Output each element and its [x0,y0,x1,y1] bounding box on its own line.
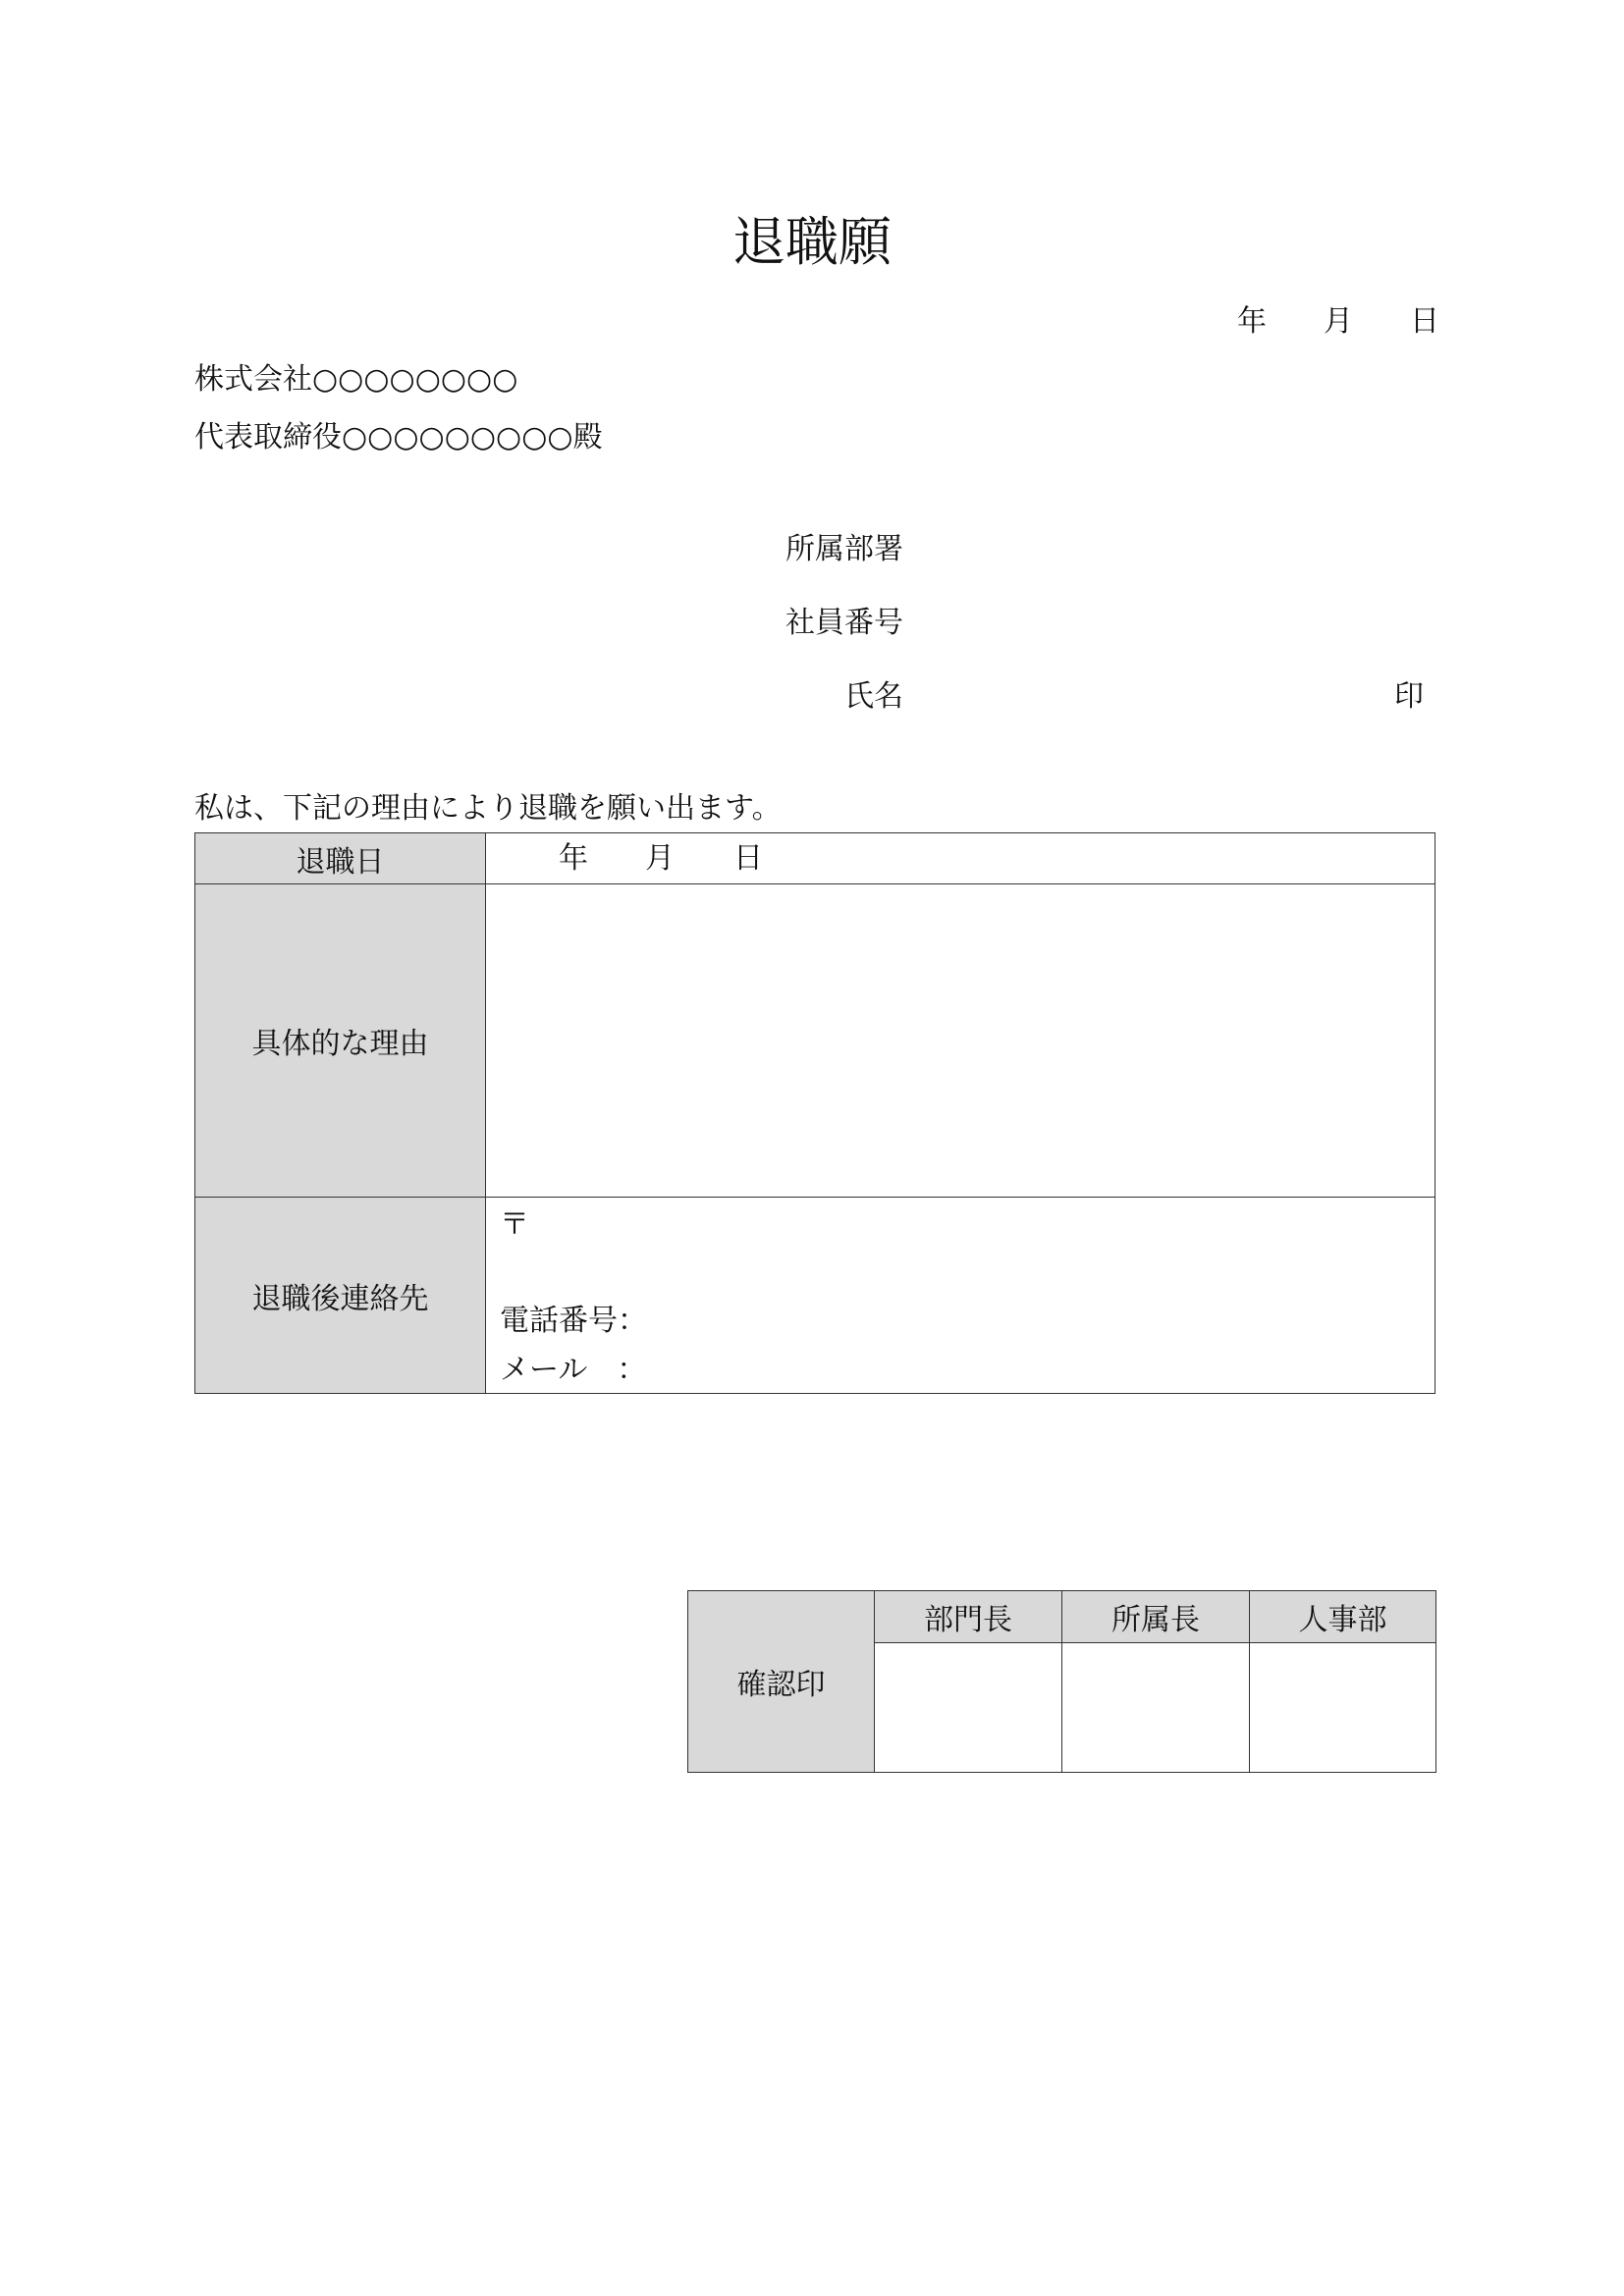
department-label: 所属部署 [785,532,903,566]
stamp-label: 確認印 [736,1668,826,1702]
addressee-ceo: 代表取締役○○○○○○○○○殿 [194,420,603,454]
retirement-form-table [194,832,1435,1394]
seal-mark: 印 [1394,679,1424,714]
reason-field[interactable] [485,883,1435,1198]
stamp-box-hr[interactable] [1249,1642,1436,1773]
retire-year-label: 年 [559,841,588,876]
phone-label: 電話番号： [500,1304,647,1338]
reason-label: 具体的な理由 [251,1027,429,1061]
stamp-box-dept-head[interactable] [874,1642,1062,1773]
date-year-label: 年 [1237,304,1267,339]
stamp-box-section-head[interactable] [1061,1642,1250,1773]
postal-mark: 〒 [500,1207,529,1242]
stamp-col-header [1061,1590,1250,1643]
retire-date-field[interactable] [485,832,1435,884]
contact-label: 退職後連絡先 [251,1281,429,1316]
mail-label: メール ： [500,1353,647,1387]
approval-stamp-table [687,1590,1436,1773]
contact-field[interactable] [485,1197,1435,1394]
contact-header [194,1197,486,1394]
stamp-col-header [1249,1590,1436,1643]
reason-header [194,883,486,1198]
stamp-label-cell [687,1590,875,1773]
retire-date-header [194,832,486,884]
date-month-label: 月 [1324,304,1353,339]
retire-date-label: 退職日 [296,844,385,880]
stamp-col-header [874,1590,1062,1643]
stamp-col-dept-head: 部門長 [924,1603,1012,1637]
submission-date [1237,302,1439,342]
name-label: 氏名 [844,679,903,714]
employee-number-label: 社員番号 [785,606,903,640]
statement-text: 私は、下記の理由により退職を願い出ます。 [194,791,782,826]
retire-day-label: 日 [733,841,763,876]
stamp-col-section-head: 所属長 [1111,1603,1200,1637]
stamp-col-hr: 人事部 [1298,1603,1387,1637]
date-day-label: 日 [1410,304,1439,339]
retire-month-label: 月 [645,841,675,876]
document-title: 退職願 [732,211,892,273]
addressee-company: 株式会社○○○○○○○○ [194,362,518,397]
